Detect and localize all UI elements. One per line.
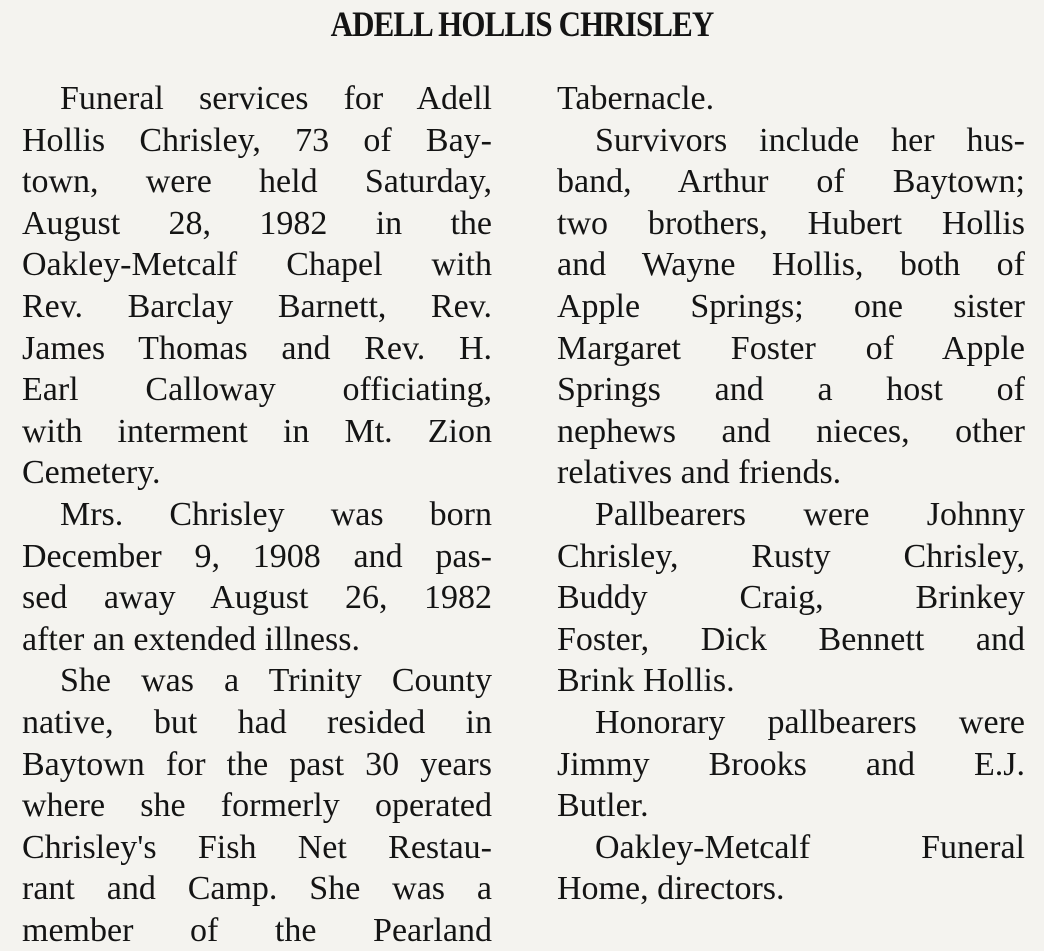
text-line: Mrs. Chrisley was born <box>60 495 492 533</box>
text-line: Brink Hollis. <box>557 662 735 700</box>
text-line: Honorary pallbearers were <box>595 703 1025 741</box>
text-line: with interment in Mt. Zion <box>22 412 492 450</box>
text-line: band, Arthur of Baytown; <box>557 163 1025 201</box>
text-line: James Thomas and Rev. H. <box>22 329 492 367</box>
text-line: December 9, 1908 and pas- <box>22 537 492 575</box>
text-line: She was a Trinity County <box>60 662 492 700</box>
text-line: Springs and a host of <box>557 371 1025 409</box>
text-line: Rev. Barclay Barnett, Rev. <box>22 287 492 325</box>
text-line: Earl Calloway officiating, <box>22 371 492 409</box>
text-line: Buddy Craig, Brinkey <box>557 579 1025 617</box>
text-line: Survivors include her hus- <box>595 121 1025 159</box>
text-line: town, were held Saturday, <box>22 163 492 201</box>
text-line: August 28, 1982 in the <box>22 204 492 242</box>
text-line: where she formerly operated <box>22 787 492 825</box>
text-line: and Wayne Hollis, both of <box>557 246 1025 284</box>
text-line: nephews and nieces, other <box>557 412 1025 450</box>
text-line: Funeral services for Adell <box>60 80 492 117</box>
text-line: rant and Camp. She was a <box>22 870 492 908</box>
text-line: Baytown for the past 30 years <box>22 745 492 783</box>
text-line: Foster, Dick Bennett and <box>557 620 1025 658</box>
text-line: Margaret Foster of Apple <box>557 329 1025 367</box>
text-line: native, but had resided in <box>22 703 492 741</box>
text-line: Jimmy Brooks and E.J. <box>557 745 1025 783</box>
text-line: Tabernacle. <box>557 80 715 117</box>
text-line: Pallbearers were Johnny <box>595 495 1025 533</box>
text-line: relatives and friends. <box>557 454 842 492</box>
text-line: Apple Springs; one sister <box>557 287 1025 325</box>
text-line: Hollis Chrisley, 73 of Bay- <box>22 121 492 159</box>
text-line: two brothers, Hubert Hollis <box>557 204 1025 242</box>
text-line: Chrisley, Rusty Chrisley, <box>557 537 1025 575</box>
text-line: member of the Pearland <box>22 911 492 949</box>
text-line: after an extended illness. <box>22 620 360 658</box>
text-line: Butler. <box>557 787 649 825</box>
headline: ADELL HOLLIS CHRISLEY <box>330 4 714 44</box>
text-line: Oakley-Metcalf Funeral <box>595 828 1025 866</box>
text-line: Oakley-Metcalf Chapel with <box>22 246 492 284</box>
text-line: Cemetery. <box>22 454 161 492</box>
text-line: Chrisley's Fish Net Restau- <box>22 828 492 866</box>
right-column <box>557 78 1025 910</box>
text-line: Home, directors. <box>557 870 785 908</box>
text-line: sed away August 26, 1982 <box>22 579 492 617</box>
left-column <box>22 78 492 951</box>
